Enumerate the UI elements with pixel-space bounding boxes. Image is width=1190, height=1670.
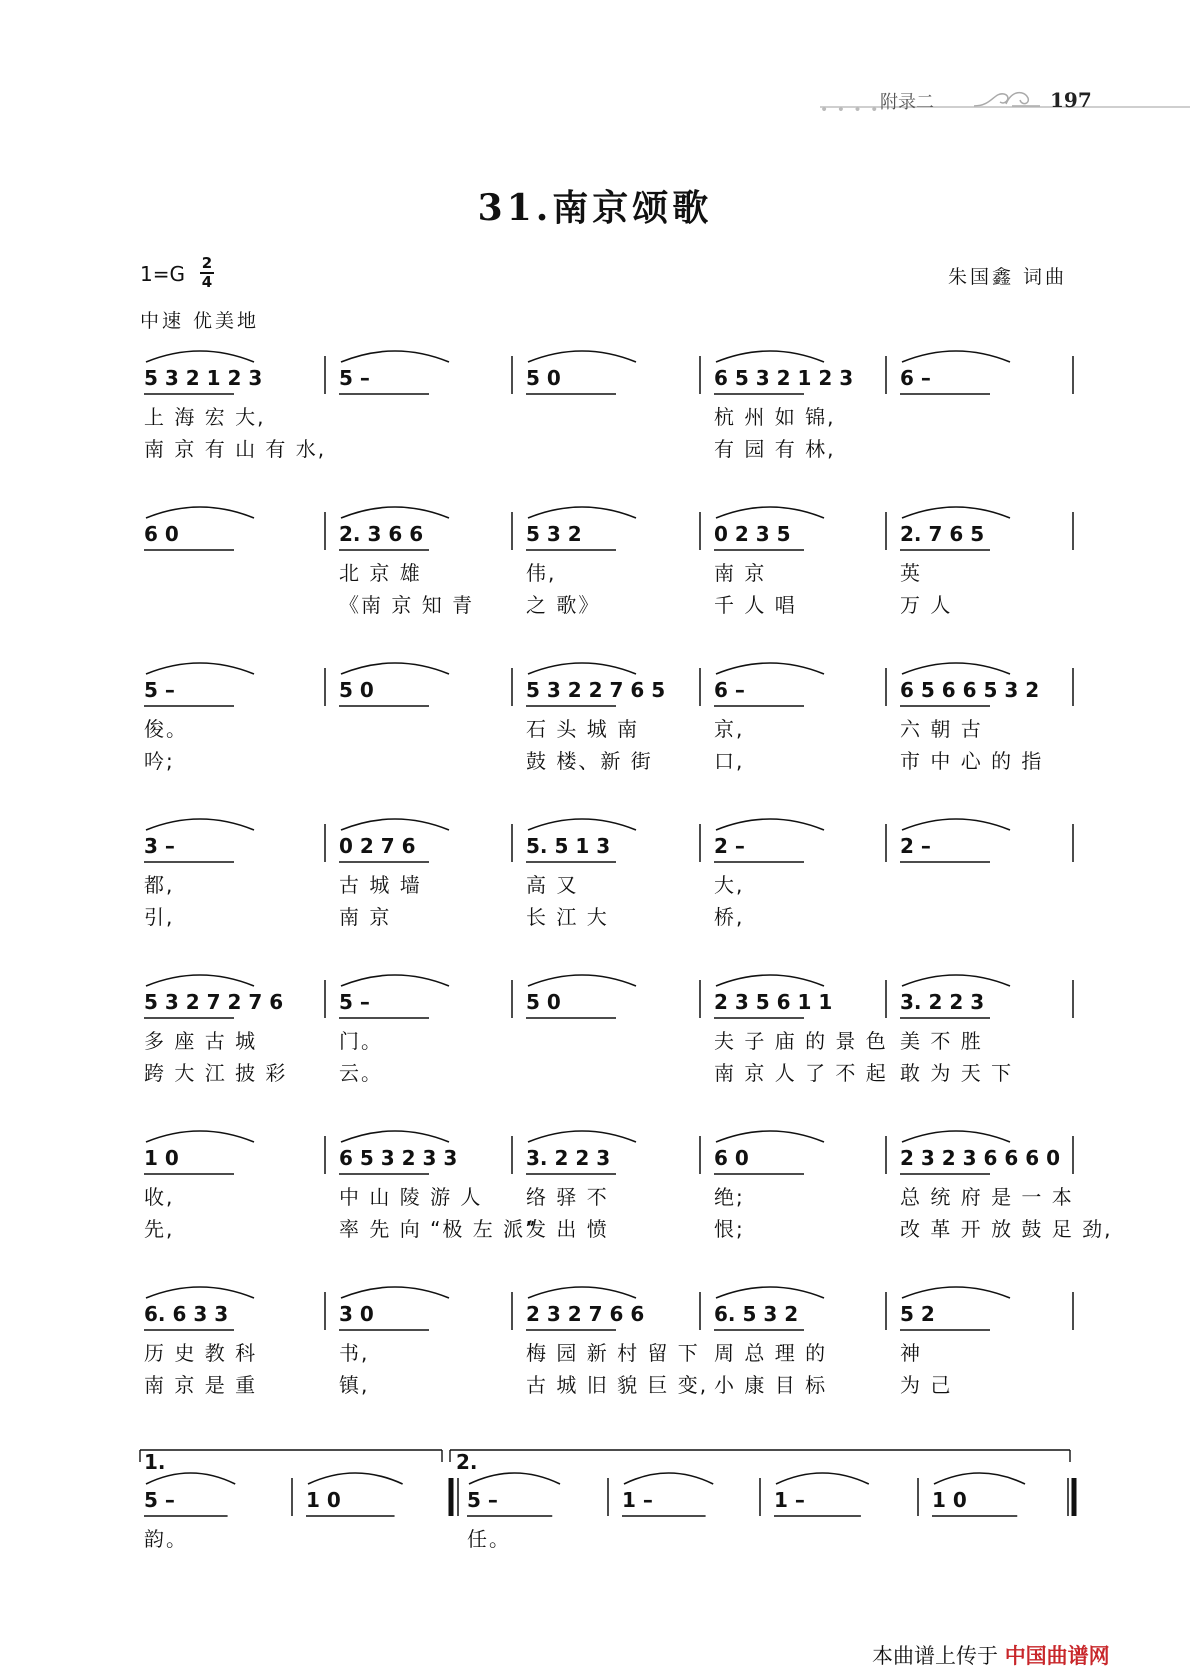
lyric-verse-2: 万 人 (900, 593, 953, 617)
lyric-verse-2: 市 中 心 的 指 (900, 749, 1044, 773)
volta-1-label: 1. (144, 1450, 166, 1474)
lyric-verse-1: 任。 (467, 1527, 511, 1551)
note-group: 5 0 (339, 678, 374, 702)
slur (902, 1131, 1010, 1142)
lyric-verse-1: 绝; (714, 1185, 745, 1209)
lyric-verse-2: 改 革 开 放 鼓 足 劲, (900, 1217, 1113, 1241)
lyric-verse-1: 收, (144, 1185, 175, 1209)
slur (146, 819, 254, 830)
slur (146, 507, 254, 518)
lyric-verse-1: 多 座 古 城 (144, 1029, 258, 1053)
lyric-verse-2: 鼓 楼、新 街 (526, 749, 653, 773)
note-group: 1 0 (144, 1146, 179, 1170)
lyric-verse-2: 恨; (714, 1217, 745, 1241)
note-group: 1 – (774, 1488, 805, 1512)
slur (528, 351, 636, 362)
slur (341, 975, 449, 986)
lyric-verse-2: 南 京 (339, 905, 392, 929)
lyric-verse-2: 古 城 旧 貌 巨 变, (526, 1373, 709, 1397)
lyric-verse-1: 络 驿 不 (526, 1185, 609, 1209)
lyric-verse-2: 率 先 向 “极 左 派” (339, 1217, 538, 1241)
lyric-verse-2: 小 康 目 标 (714, 1373, 828, 1397)
lyric-verse-1: 梅 园 新 村 留 下 (526, 1341, 700, 1365)
lyric-verse-1: 美 不 胜 (900, 1029, 983, 1053)
note-group: 1 0 (306, 1488, 341, 1512)
lyric-verse-2: 发 出 愤 (526, 1217, 609, 1241)
lyric-verse-1: 总 统 府 是 一 本 (900, 1185, 1074, 1209)
slur (341, 819, 449, 830)
note-group: 2. 7 6 5 (900, 522, 985, 546)
note-group: 5 0 (526, 990, 561, 1014)
lyric-verse-2: 云。 (339, 1061, 383, 1085)
slur (341, 507, 449, 518)
note-group: 5. 5 1 3 (526, 834, 611, 858)
lyric-verse-1: 门。 (339, 1029, 383, 1053)
slur (902, 975, 1010, 986)
lyric-verse-1: 杭 州 如 锦, (714, 405, 836, 429)
slur (308, 1473, 403, 1484)
slur (716, 1131, 824, 1142)
lyric-verse-1: 夫 子 庙 的 景 色 (714, 1029, 888, 1053)
lyric-verse-2: 南 京 人 了 不 起 (714, 1061, 888, 1085)
slur (902, 507, 1010, 518)
note-group: 5 – (144, 678, 175, 702)
slur (902, 1287, 1010, 1298)
lyric-verse-1: 古 城 墙 (339, 873, 422, 897)
lyric-verse-1: 大, (714, 873, 745, 897)
note-group: 6 5 6 6 5 3 2 (900, 678, 1040, 702)
lyric-verse-2: 镇, (339, 1373, 370, 1397)
composer-credit: 朱国鑫 词曲 (948, 266, 1068, 288)
note-group: 3 0 (339, 1302, 374, 1326)
slur (902, 819, 1010, 830)
note-group: 2. 3 6 6 (339, 522, 424, 546)
lyric-verse-1: 书, (339, 1341, 370, 1365)
note-group: 5 – (339, 366, 370, 390)
slur (341, 351, 449, 362)
note-group: 2 – (714, 834, 745, 858)
note-group: 5 0 (526, 366, 561, 390)
note-group: 3. 2 2 3 (900, 990, 985, 1014)
lyric-verse-2: 吟; (144, 749, 175, 773)
slur (528, 1131, 636, 1142)
lyric-verse-2: 跨 大 江 披 彩 (144, 1061, 288, 1085)
slur (716, 663, 824, 674)
slur (934, 1473, 1025, 1484)
lyric-verse-1: 周 总 理 的 (714, 1341, 828, 1365)
note-group: 5 3 2 7 2 7 6 (144, 990, 284, 1014)
footer-brand: 中国曲谱网 (1004, 1644, 1110, 1668)
note-group: 5 3 2 (526, 522, 582, 546)
slur (528, 819, 636, 830)
lyric-verse-1: 上 海 宏 大, (144, 405, 266, 429)
slur (528, 663, 636, 674)
slur (469, 1473, 560, 1484)
lyric-verse-2: 千 人 唱 (714, 593, 797, 617)
slur (624, 1473, 713, 1484)
lyric-verse-2: 《南 京 知 青 (339, 593, 475, 617)
slur (902, 351, 1010, 362)
lyric-verse-1: 神 (900, 1341, 922, 1365)
lyric-verse-1: 石 头 城 南 (526, 717, 640, 741)
note-group: 2 3 2 3 6 6 6 0 (900, 1146, 1061, 1170)
lyric-verse-1: 伟, (526, 561, 557, 585)
slur (341, 1131, 449, 1142)
slur (528, 975, 636, 986)
lyric-verse-1: 京, (714, 717, 745, 741)
lyric-verse-1: 历 史 教 科 (144, 1341, 258, 1365)
lyric-verse-1: 中 山 陵 游 人 (339, 1185, 483, 1209)
note-group: 2 3 5 6 1 1 (714, 990, 833, 1014)
time-signature-bottom: 4 (201, 273, 213, 291)
lyric-verse-2: 之 歌》 (526, 593, 601, 617)
slur (341, 663, 449, 674)
slur (716, 1287, 824, 1298)
time-signature-top: 2 (201, 254, 213, 272)
lyric-verse-1: 英 (900, 561, 922, 585)
slur (146, 1131, 254, 1142)
note-group: 6 5 3 2 3 3 (339, 1146, 458, 1170)
page-number: 197 (1050, 88, 1092, 112)
note-group: 0 2 3 5 (714, 522, 791, 546)
lyric-verse-2: 为 己 (900, 1373, 953, 1397)
note-group: 5 3 2 2 7 6 5 (526, 678, 666, 702)
slur (146, 663, 254, 674)
note-group: 3. 2 2 3 (526, 1146, 611, 1170)
note-group: 6 0 (714, 1146, 749, 1170)
slur (146, 351, 254, 362)
slur (146, 975, 254, 986)
note-group: 6 – (714, 678, 745, 702)
note-group: 2 – (900, 834, 931, 858)
lyric-verse-2: 长 江 大 (526, 905, 609, 929)
footer-text: 本曲谱上传于 (872, 1644, 998, 1668)
lyric-verse-2: 有 园 有 林, (714, 437, 836, 461)
song-title: 31.南京颂歌 (477, 187, 713, 229)
note-group: 6 5 3 2 1 2 3 (714, 366, 854, 390)
slur (902, 663, 1010, 674)
note-group: 3 – (144, 834, 175, 858)
lyric-verse-2: 南 京 是 重 (144, 1373, 258, 1397)
note-group: 2 3 2 7 6 6 (526, 1302, 645, 1326)
note-group: 6. 5 3 2 (714, 1302, 799, 1326)
note-group: 6 0 (144, 522, 179, 546)
note-group: 6. 6 3 3 (144, 1302, 229, 1326)
section-label: 附录二 (880, 92, 934, 113)
slur (716, 351, 824, 362)
lyric-verse-1: 韵。 (144, 1527, 188, 1551)
volta-2-label: 2. (456, 1450, 478, 1474)
slur (146, 1473, 235, 1484)
note-group: 1 0 (932, 1488, 967, 1512)
slur (146, 1287, 254, 1298)
slur (528, 1287, 636, 1298)
note-group: 6 – (900, 366, 931, 390)
slur (716, 975, 824, 986)
lyric-verse-2: 桥, (714, 905, 745, 929)
lyric-verse-1: 北 京 雄 (339, 561, 422, 585)
note-group: 1 – (622, 1488, 653, 1512)
lyric-verse-1: 南 京 (714, 561, 767, 585)
lyric-verse-1: 俊。 (144, 717, 188, 741)
lyric-verse-2: 南 京 有 山 有 水, (144, 437, 327, 461)
note-group: 5 – (144, 1488, 175, 1512)
lyric-verse-1: 都, (144, 873, 175, 897)
lyric-verse-2: 口, (714, 749, 745, 773)
lyric-verse-2: 先, (144, 1217, 175, 1241)
slur (716, 507, 824, 518)
lyric-verse-1: 六 朝 古 (900, 717, 983, 741)
slur (776, 1473, 869, 1484)
lyric-verse-2: 敢 为 天 下 (900, 1061, 1014, 1085)
tempo-marking: 中速 优美地 (140, 310, 260, 332)
slur (528, 507, 636, 518)
footer-watermark (872, 1640, 1190, 1670)
key-signature: 1=G (140, 262, 185, 286)
note-group: 0 2 7 6 (339, 834, 416, 858)
note-group: 5 – (467, 1488, 498, 1512)
lyric-verse-2: 引, (144, 905, 175, 929)
slur (341, 1287, 449, 1298)
header-dots: • • • • (820, 102, 881, 118)
lyric-verse-1: 高 又 (526, 873, 579, 897)
slur (716, 819, 824, 830)
note-group: 5 3 2 1 2 3 (144, 366, 263, 390)
note-group: 5 – (339, 990, 370, 1014)
note-group: 5 2 (900, 1302, 935, 1326)
